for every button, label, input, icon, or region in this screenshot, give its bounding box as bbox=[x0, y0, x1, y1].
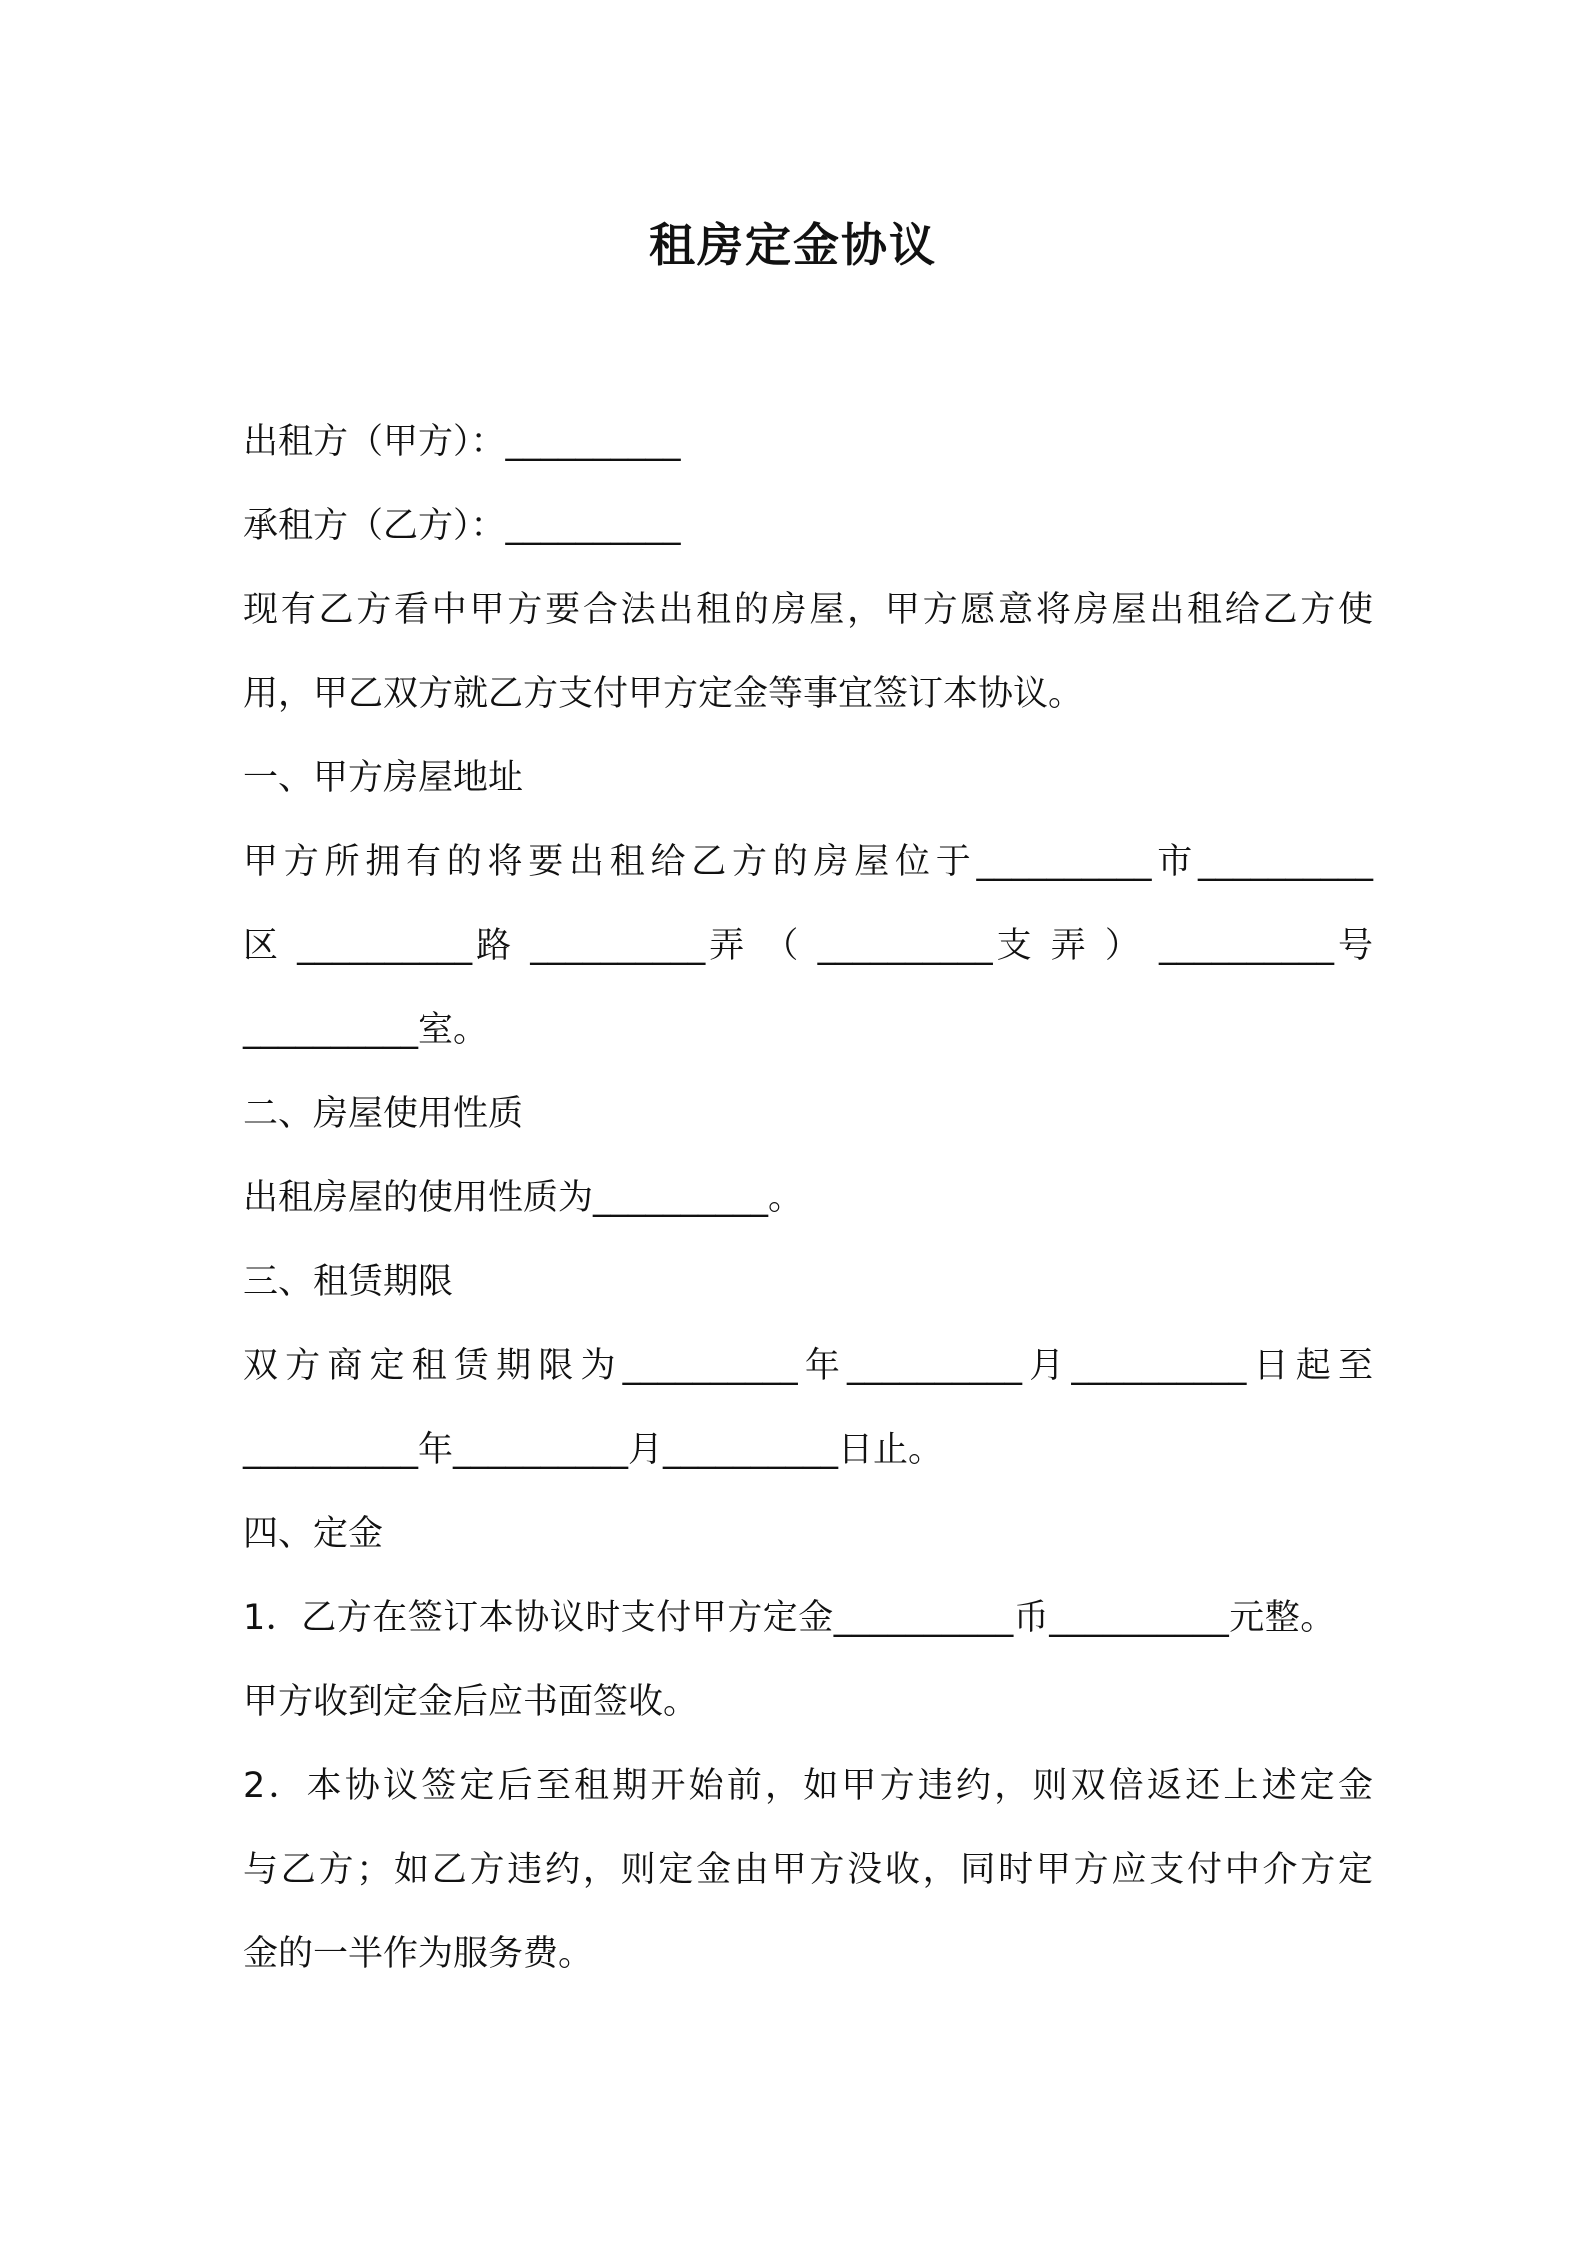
deposit-clause-1-line-2: 甲方收到定金后应书面签收。 bbox=[243, 1682, 699, 1722]
deposit-clause-2-line-1: 2．本协议签定后至租期开始前，如甲方违约，则双倍返还上述定金 bbox=[243, 1766, 1373, 1806]
lease-term-line-2: __________年__________月__________日止。 bbox=[243, 1430, 944, 1470]
section-heading-deposit: 四、定金 bbox=[243, 1514, 384, 1554]
party-b-line: 承租方（乙方）：__________ bbox=[243, 506, 681, 546]
address-line-3: __________室。 bbox=[243, 1010, 489, 1050]
lease-term-line-1: 双方商定租赁期限为__________年__________月__________日起至 bbox=[243, 1346, 1373, 1386]
intro-paragraph-line-1: 现有乙方看中甲方要合法出租的房屋，甲方愿意将房屋出租给乙方使 bbox=[243, 590, 1373, 630]
document-title: 租房定金协议 bbox=[649, 218, 937, 272]
address-line-1: 甲方所拥有的将要出租给乙方的房屋位于__________市__________ bbox=[243, 842, 1373, 882]
section-heading-address: 一、甲方房屋地址 bbox=[243, 758, 524, 798]
deposit-clause-1-line-1: 1．乙方在签订本协议时支付甲方定金__________币__________元整。 bbox=[243, 1598, 1336, 1638]
document-body bbox=[243, 400, 1373, 1996]
usage-line: 出租房屋的使用性质为__________。 bbox=[243, 1178, 804, 1218]
intro-paragraph-line-2: 用，甲乙双方就乙方支付甲方定金等事宜签订本协议。 bbox=[243, 674, 1084, 714]
section-heading-lease-term: 三、租赁期限 bbox=[243, 1262, 454, 1302]
section-heading-usage: 二、房屋使用性质 bbox=[243, 1094, 524, 1134]
address-line-2: 区 __________路 __________弄 （ __________支 弄 ） __________号 bbox=[243, 926, 1373, 966]
party-a-line: 出租方（甲方）：__________ bbox=[243, 422, 681, 462]
deposit-clause-2-line-3: 金的一半作为服务费。 bbox=[243, 1934, 594, 1974]
deposit-clause-2-line-2: 与乙方；如乙方违约，则定金由甲方没收，同时甲方应支付中介方定 bbox=[243, 1850, 1373, 1890]
